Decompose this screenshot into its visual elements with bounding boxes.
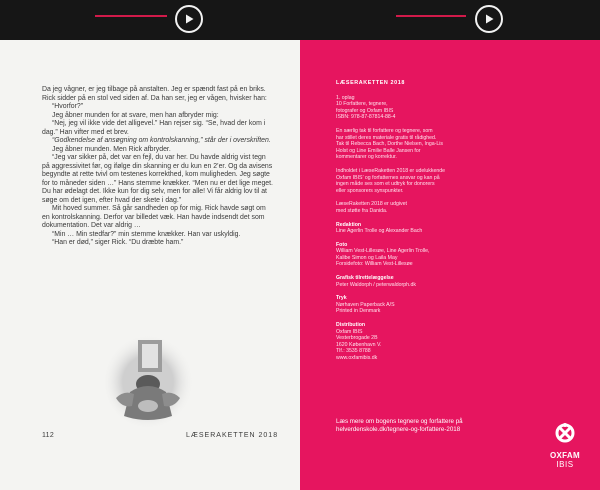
colophon-line: 10 Forfattere, tegnere, (336, 101, 388, 108)
website-link[interactable]: www.oxfamibis.dk (336, 355, 378, 361)
footer-line: Læs mere om bogens tegnere og forfattere på (336, 418, 463, 425)
edition-block (336, 95, 506, 121)
footer-link[interactable]: helverdenskole.dk/tegnere-og-forfattere-2018 (336, 426, 461, 433)
page-number: 112 (42, 432, 55, 439)
colophon-line: Forsidefoto: William Vest-Lillesøe (336, 261, 413, 268)
colophon-heading: Grafisk tilrettelæggelse (336, 275, 394, 282)
story-paragraph: Jeg åbner munden. Men Rick afbryder. (52, 145, 171, 153)
colophon-line: Kalibe Simon og Laila May (336, 254, 398, 261)
colophon-line: William Vest-Lillesøe, Line Agerlin Trolle, (336, 248, 430, 255)
story-paragraph: “Hvorfor?” (52, 103, 84, 110)
colophon-heading: Tryk (336, 295, 347, 302)
logo-sub: IBIS (556, 460, 574, 469)
colophon (336, 80, 506, 369)
colophon-line: Line Agerlin Trolle og Alexander Bach (336, 228, 423, 235)
colophon-line: En særlig tak til forfattere og tegnere, som (336, 127, 433, 134)
colophon-line: ingen måde ses som et udtryk for donorers (336, 181, 435, 188)
story-paragraph: Mit hoved summer. Så går sandheden op for mig. Rick havde søgt om en kontrolskanning. Derfor var billedet væk. Han havde indsendt det som dokumentation. Det var aldrig … (42, 205, 266, 229)
story-paragraph: “Min … Min stedfar?” min stemme knækker. Han var uskyldig. (52, 230, 241, 238)
colophon-title: LÆSERAKETTEN 2018 (336, 80, 405, 86)
illustration-image (102, 332, 194, 430)
italic-quote: “Godkendelse af ansøgning om kontrolskanning,” står der i overskriften. (52, 137, 271, 144)
print-block (336, 295, 506, 315)
story-paragraph: Jeg åbner munden for at svare, men han afbryder mig: (52, 111, 219, 119)
left-audio-player (0, 0, 300, 40)
colophon-line: Oxfam IBIS (336, 328, 363, 335)
right-page (300, 40, 600, 490)
colophon-line: Oxfam IBIS’ og forfatternes ansvar og kan på (336, 174, 440, 181)
colophon-heading: Foto (336, 241, 348, 248)
audio-toolbar (0, 0, 600, 40)
support-block (336, 201, 506, 214)
right-play-button[interactable] (475, 5, 503, 33)
photo-block (336, 242, 506, 268)
colophon-line: Tlf.: 3535 8788 (336, 348, 371, 355)
logo-name: OXFAM (550, 451, 580, 460)
colophon-line: Printed in Denmark (336, 308, 381, 315)
colophon-line: Vesterbrogade 2B (336, 335, 378, 342)
story-paragraph: “Han er død,” siger Rick. “Du dræbte ham.” (52, 239, 184, 246)
story-paragraph: “Jeg var sikker på, det var en fejl, du var her. Du havde aldrig vist tegn på aggressivitet før, og ifølge din skanning er du kun en 2’er. Og da avisens begyndte at rette tvivl om testenes korrekthed, kom muligheden. Jeg søgte for to måneder siden …” Hans stemme knækker. “Men nu er det lige meget. Du har ødelagt det. Ikke kun for dig selv, men for alle! Vi får aldrig lov til at søge om det igen, efter hvad der skete i dag.” (42, 154, 273, 204)
colophon-line: Holst og Line Emilie Balle Jansen for (336, 147, 421, 154)
story-text (42, 86, 274, 248)
design-block (336, 275, 506, 288)
colophon-line: Peter Waldorph / peterwaldorph.dk (336, 281, 416, 288)
footer-note (336, 418, 516, 434)
story-paragraph: “Nej, jeg vil ikke vide det alligevel.” Han rejser sig. “Se, hvad der kom i dag.” Han vifter med et brev. (42, 120, 266, 136)
left-play-button[interactable] (175, 5, 203, 33)
disclaimer-block (336, 168, 506, 194)
colophon-heading: Redaktion (336, 221, 362, 228)
story-paragraph: Da jeg vågner, er jeg tilbage på anstalten. Jeg er spændt fast på en briks. Rick sidder på en stol ved siden af. Da han ser, jeg er vågen, hvisker han: (42, 86, 267, 102)
left-audio-progress[interactable] (95, 15, 167, 17)
colophon-heading: Distribution (336, 322, 366, 329)
editors-block (336, 222, 506, 235)
colophon-line: Tak til Rebecca Bach, Dorthe Nielsen, Inga-Lis (336, 141, 443, 148)
colophon-line: Indholdet i LæseRaketten 2018 er udelukkende (336, 167, 446, 174)
colophon-line: LæseRaketten 2018 er udgivet (336, 201, 407, 208)
colophon-line: eller sponsorers synspunkter. (336, 187, 404, 194)
colophon-line: kommentarer og korrektur. (336, 154, 397, 161)
left-page (0, 40, 300, 490)
thanks-block (336, 128, 506, 161)
colophon-line: har stillet deres materiale gratis til rådighed. (336, 134, 437, 141)
colophon-line: 1620 København V. (336, 341, 382, 348)
colophon-line: Nørhaven Paperback A/S (336, 301, 395, 308)
story-paragraph-italic (42, 137, 274, 146)
running-head: LÆSERAKETTEN 2018 (186, 432, 279, 439)
colophon-line: fotografer og Oxfam IBIS (336, 107, 394, 114)
colophon-line: 1. oplag (336, 94, 355, 101)
right-audio-player (300, 0, 600, 40)
colophon-line: ISBN: 978-87-87814-88-4 (336, 114, 396, 121)
play-icon (483, 13, 495, 25)
colophon-line: med støtte fra Danida. (336, 207, 388, 214)
oxfam-ibis-logo (544, 422, 586, 469)
oxfam-mark-icon (554, 422, 576, 444)
play-icon (183, 13, 195, 25)
right-audio-progress[interactable] (396, 15, 466, 17)
distribution-block (336, 322, 506, 362)
